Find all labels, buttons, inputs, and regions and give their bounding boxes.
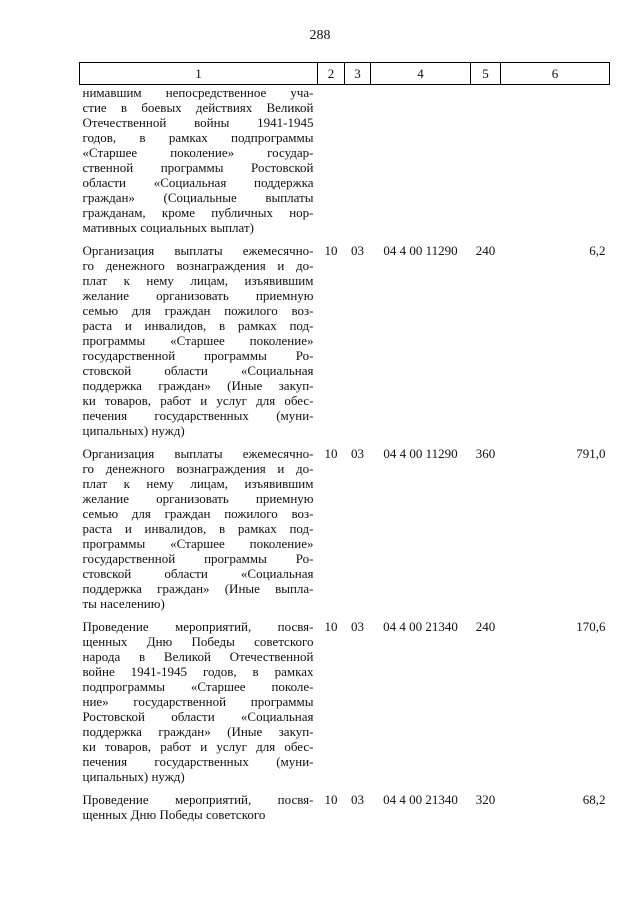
description-line: граждан» (Социальные выплаты xyxy=(82,190,314,205)
section-code: 10 xyxy=(324,243,338,258)
description-line: печения государственных (муни- xyxy=(82,754,314,769)
row-spacer-cell xyxy=(80,235,610,243)
description-line: печения государственных (муни- xyxy=(82,408,314,423)
description-line: Организация выплаты ежемесячно- xyxy=(82,446,314,461)
row-spacer-cell xyxy=(80,611,610,619)
row-description xyxy=(80,619,318,784)
description-line: гражданам, кроме публичных нор- xyxy=(82,205,314,220)
description-line: Проведение мероприятий, посвя- xyxy=(82,619,314,634)
table-header xyxy=(80,63,610,85)
description-line: плат к нему лицам, изъявившим xyxy=(82,273,314,288)
description-line: войне 1941-1945 годов, в рамках xyxy=(82,664,314,679)
row-spacer xyxy=(80,438,610,446)
row-spacer-cell xyxy=(80,784,610,792)
amount-value: 6,2 xyxy=(589,243,606,258)
column-header-3: 3 xyxy=(345,63,371,85)
description-line: желание организовать приемную xyxy=(82,288,314,303)
expense-type-code: 240 xyxy=(475,243,496,258)
target-article-code xyxy=(371,85,471,236)
description-line: го денежного вознаграждения и до- xyxy=(82,258,314,273)
section-code: 10 xyxy=(324,619,338,634)
amount-value: 170,6 xyxy=(576,619,606,634)
row-spacer xyxy=(80,784,610,792)
row-spacer xyxy=(80,235,610,243)
budget-table xyxy=(79,62,610,822)
description-line: ты населению) xyxy=(82,596,165,611)
subsection-code xyxy=(345,85,371,236)
description-line: поддержка граждан» (Иные выпла- xyxy=(82,581,314,596)
description-line: поддержка граждан» (Иные закуп- xyxy=(82,378,314,393)
description-line: семью для граждан пожилого воз- xyxy=(82,303,314,318)
description-line: Отечественной войны 1941-1945 xyxy=(82,115,314,130)
amount-value: 68,2 xyxy=(582,792,606,807)
description-line: ципальных) нужд) xyxy=(82,423,185,438)
table-row xyxy=(80,243,610,438)
table-row xyxy=(80,446,610,611)
description-line: го денежного вознаграждения и до- xyxy=(82,461,314,476)
description-line: ки товаров, работ и услуг для обес- xyxy=(82,393,314,408)
description-line: семью для граждан пожилого воз- xyxy=(82,506,314,521)
amount-value: 791,0 xyxy=(576,446,606,461)
description-line: «Старшее поколение» государ- xyxy=(82,145,314,160)
row-description xyxy=(80,243,318,438)
section-code: 10 xyxy=(324,446,338,461)
row-spacer-cell xyxy=(80,438,610,446)
subsection-code: 03 xyxy=(351,446,364,461)
table-row xyxy=(80,619,610,784)
expense-type-code: 360 xyxy=(475,446,496,461)
description-line: щенных Дню Победы советского xyxy=(82,807,266,822)
target-article-code: 04 4 00 11290 xyxy=(383,446,458,461)
table-row xyxy=(80,85,610,236)
target-article-code: 04 4 00 21340 xyxy=(383,792,458,807)
row-spacer xyxy=(80,611,610,619)
description-line: народа в Великой Отечественной xyxy=(82,649,314,664)
column-header-2: 2 xyxy=(318,63,345,85)
row-description xyxy=(80,792,318,822)
expense-type-code xyxy=(471,85,501,236)
row-description xyxy=(80,446,318,611)
page-number: 288 xyxy=(309,28,331,43)
description-line: желание организовать приемную xyxy=(82,491,314,506)
description-line: щенных Дню Победы советского xyxy=(82,634,314,649)
description-line: стие в боевых действиях Великой xyxy=(82,100,314,115)
column-header-1: 1 xyxy=(80,63,318,85)
target-article-code: 04 4 00 21340 xyxy=(383,619,458,634)
section-code xyxy=(318,85,345,236)
description-line: программы «Старшее поколение» xyxy=(82,333,314,348)
column-header-5: 5 xyxy=(471,63,501,85)
section-code: 10 xyxy=(324,792,338,807)
amount-value xyxy=(501,85,610,236)
column-header-6: 6 xyxy=(501,63,610,85)
header-row xyxy=(80,63,610,85)
description-line: программы «Старшее поколение» xyxy=(82,536,314,551)
description-line: государственной программы Ро- xyxy=(82,348,314,363)
row-description xyxy=(80,85,318,236)
column-header-4: 4 xyxy=(371,63,471,85)
description-line: области «Социальная поддержка xyxy=(82,175,314,190)
table-row xyxy=(80,792,610,822)
description-line: поддержка граждан» (Иные закуп- xyxy=(82,724,314,739)
description-line: мативных социальных выплат) xyxy=(82,220,254,235)
description-line: ципальных) нужд) xyxy=(82,769,185,784)
description-line: ние» государственной программы xyxy=(82,694,314,709)
description-line: нимавшим непосредственное уча- xyxy=(82,85,314,100)
subsection-code: 03 xyxy=(351,243,364,258)
description-line: годов, в рамках подпрограммы xyxy=(82,130,314,145)
target-article-code: 04 4 00 11290 xyxy=(383,243,458,258)
subsection-code: 03 xyxy=(351,619,364,634)
expense-type-code: 240 xyxy=(475,619,496,634)
description-line: Проведение мероприятий, посвя- xyxy=(82,792,314,807)
description-line: стовской области «Социальная xyxy=(82,566,314,581)
description-line: стовской области «Социальная xyxy=(82,363,314,378)
description-line: подпрограммы «Старшее поколе- xyxy=(82,679,314,694)
subsection-code: 03 xyxy=(351,792,364,807)
expense-type-code: 320 xyxy=(475,792,496,807)
description-line: государственной программы Ро- xyxy=(82,551,314,566)
table-body xyxy=(80,85,610,823)
description-line: Ростовской области «Социальная xyxy=(82,709,314,724)
description-line: ственной программы Ростовской xyxy=(82,160,314,175)
description-line: раста и инвалидов, в рамках под- xyxy=(82,521,314,536)
description-line: Организация выплаты ежемесячно- xyxy=(82,243,314,258)
description-line: плат к нему лицам, изъявившим xyxy=(82,476,314,491)
description-line: раста и инвалидов, в рамках под- xyxy=(82,318,314,333)
description-line: ки товаров, работ и услуг для обес- xyxy=(82,739,314,754)
